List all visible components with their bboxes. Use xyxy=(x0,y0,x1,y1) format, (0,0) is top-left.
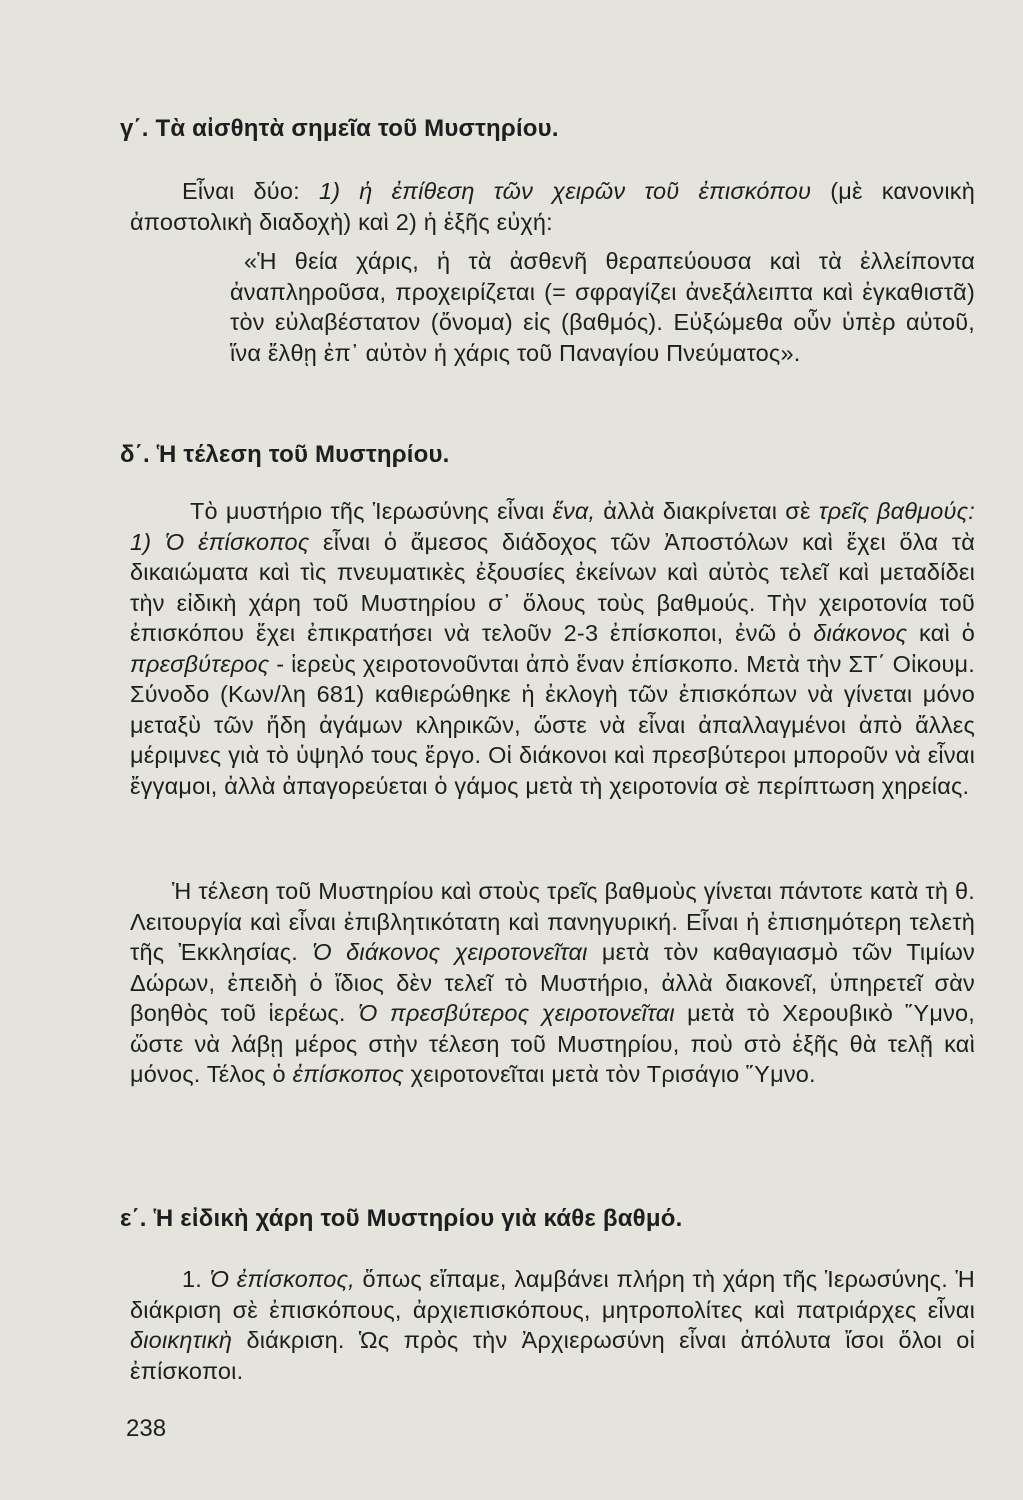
italic-run: Ὁ πρεσβύτερος χειροτονεῖται xyxy=(358,1000,675,1026)
text-run: μετὰ τὸν καθαγιασμὸ τῶν Τιμίων Δώρων, ἐπειδὴ ὁ ἴδιος δὲν τελεῖ τὸ Μυστήριο, ἀλλὰ διακονεῖ, ὑπηρετεῖ σὰν βοηθὸς τοῦ ἱερέως. xyxy=(130,939,975,1026)
text-run: εἶναι ὁ ἄμεσος διάδοχος τῶν Ἀποστόλων καὶ ἔχει ὅλα τὰ δικαιώματα καὶ τὶς πνευματικὲς ἐξουσίες ἐκείνων καὶ αὐτὸς τελεῖ καὶ μεταδίδει τὴν εἰδικὴ χάρη τοῦ Μυστηρίου σ᾽ ὅλους τοὺς βαθμούς. Τὴν χειροτονία τοῦ ἐπισκόπου ἔχει ἐπικρατήσει νὰ τελοῦν 2-3 ἐπίσκοποι, ἐνῶ ὁ xyxy=(130,528,975,646)
section-d-heading: δ΄. Ἡ τέλεση τοῦ Μυστηρίου. xyxy=(120,441,450,468)
italic-run: ἐπίσκοπος xyxy=(292,1061,404,1087)
prayer-quote: «Ἡ θεία χάρις, ἡ τὰ ἀσθενῆ θεραπεύουσα καὶ τὰ ἐλλείποντα ἀναπληροῦσα, προχειρίζεται (= σφραγίζει ἀνεξάλειπτα καὶ ἐγκαθιστᾶ) τὸν εὐλαβέστατον (ὄνομα) εἰς (βαθμός). Εὐξώμεθα οὖν ὑπὲρ αὐτοῦ, ἵνα ἔλθῃ ἐπ᾽ αὐτὸν ἡ χάρις τοῦ Παναγίου Πνεύματος». xyxy=(230,248,975,366)
italic-run: διάκονος xyxy=(813,620,908,646)
text-run: - ἱερεὺς χειροτονοῦνται ἀπὸ ἕναν ἐπίσκοπο. Μετὰ τὴν ΣΤ΄ Οἰκουμ. Σύνοδο (Κων/λη 681) καθιερώθηκε ἡ ἐκλογὴ τῶν ἐπισκόπων νὰ γίνεται μόνο μεταξὺ τῶν ἤδη ἀγάμων κληρικῶν, ὥστε νὰ εἶναι ἀπαλλαγμένοι ἀπὸ ἄλλες μέριμνες γιὰ τὸ ὑψηλό τους ἔργο. Οἱ διάκονοι καὶ πρεσβύτεροι μποροῦν νὰ εἶναι ἔγγαμοι, ἀλλὰ ἀπαγορεύεται ὁ γάμος μετὰ τὴ χειροτονία σὲ περίπτωση χηρείας. xyxy=(130,650,975,799)
section-c-intro xyxy=(130,176,975,237)
italic-run: ἕνα, xyxy=(552,498,596,524)
page-number: 238 xyxy=(126,1415,167,1442)
section-d-paragraph-1 xyxy=(130,496,975,801)
text-run: καὶ ὁ xyxy=(907,620,975,646)
italic-run: 1) ἡ ἐπίθεση τῶν χειρῶν τοῦ ἐπισκόπου xyxy=(318,178,812,204)
text-run: Ἡ τέλεση τοῦ Μυστηρίου καὶ στοὺς τρεῖς βαθμοὺς γίνεται πάντοτε κατὰ τὴ θ. Λειτουργία καὶ εἶναι ἐπιβλητικότατη καὶ πανηγυρική. Εἶναι ἡ ἐπισημότερη τελετὴ τῆς Ἐκκλησίας. xyxy=(130,878,975,965)
italic-run: τρεῖς βαθμούς: 1) Ὁ ἐπίσκοπος xyxy=(130,498,975,555)
section-c-heading: γ΄. Τὰ αἰσθητὰ σημεῖα τοῦ Μυστηρίου. xyxy=(120,115,559,142)
text-run: χειροτονεῖται μετὰ τὸν Τρισάγιο Ὕμνο. xyxy=(403,1061,816,1087)
text-run: Τὸ μυστήριο τῆς Ἱερωσύνης εἶναι xyxy=(190,498,553,524)
section-d-paragraph-2 xyxy=(130,876,975,1090)
section-e-heading: ε΄. Ἡ εἰδικὴ χάρη τοῦ Μυστηρίου γιὰ κάθε βαθμό. xyxy=(120,1205,683,1232)
text-run: Εἶναι δύο: xyxy=(182,178,319,204)
text-run: ἀλλὰ διακρίνεται σὲ xyxy=(595,498,819,524)
italic-run: Ὁ διάκονος χειροτονεῖται xyxy=(312,939,588,965)
text-run: 1. xyxy=(182,1266,210,1292)
italic-run: Ὁ ἐπίσκοπος, xyxy=(209,1266,355,1292)
text-run: διάκριση. Ὡς πρὸς τὴν Ἀρχιερωσύνη εἶναι ἀπόλυτα ἴσοι ὅλοι οἱ ἐπίσκοποι. xyxy=(130,1327,975,1384)
text-run: ὅπως εἴπαμε, λαμβάνει πλήρη τὴ χάρη τῆς Ἱερωσύνης. Ἡ διάκριση σὲ ἐπισκόπους, ἀρχιεπισκόπους, μητροπολίτες καὶ πατριάρχες εἶναι xyxy=(130,1266,975,1323)
section-e-paragraph-1 xyxy=(130,1264,975,1386)
italic-run: πρεσβύτερος xyxy=(130,650,270,677)
text-run: (μὲ κανονικὴ ἀποστολικὴ διαδοχὴ) καὶ 2) ἡ ἑξῆς εὐχή: xyxy=(130,178,975,235)
italic-run: διοικητικὴ xyxy=(130,1327,233,1353)
text-run: μετὰ τὸ Χερουβικὸ Ὕμνο, ὥστε νὰ λάβῃ μέρος στὴν τέλεση τοῦ Μυστηρίου, ποὺ στὸ ἑξῆς θὰ τελῇ καὶ μόνος. Τέλος ὁ xyxy=(130,1000,976,1087)
